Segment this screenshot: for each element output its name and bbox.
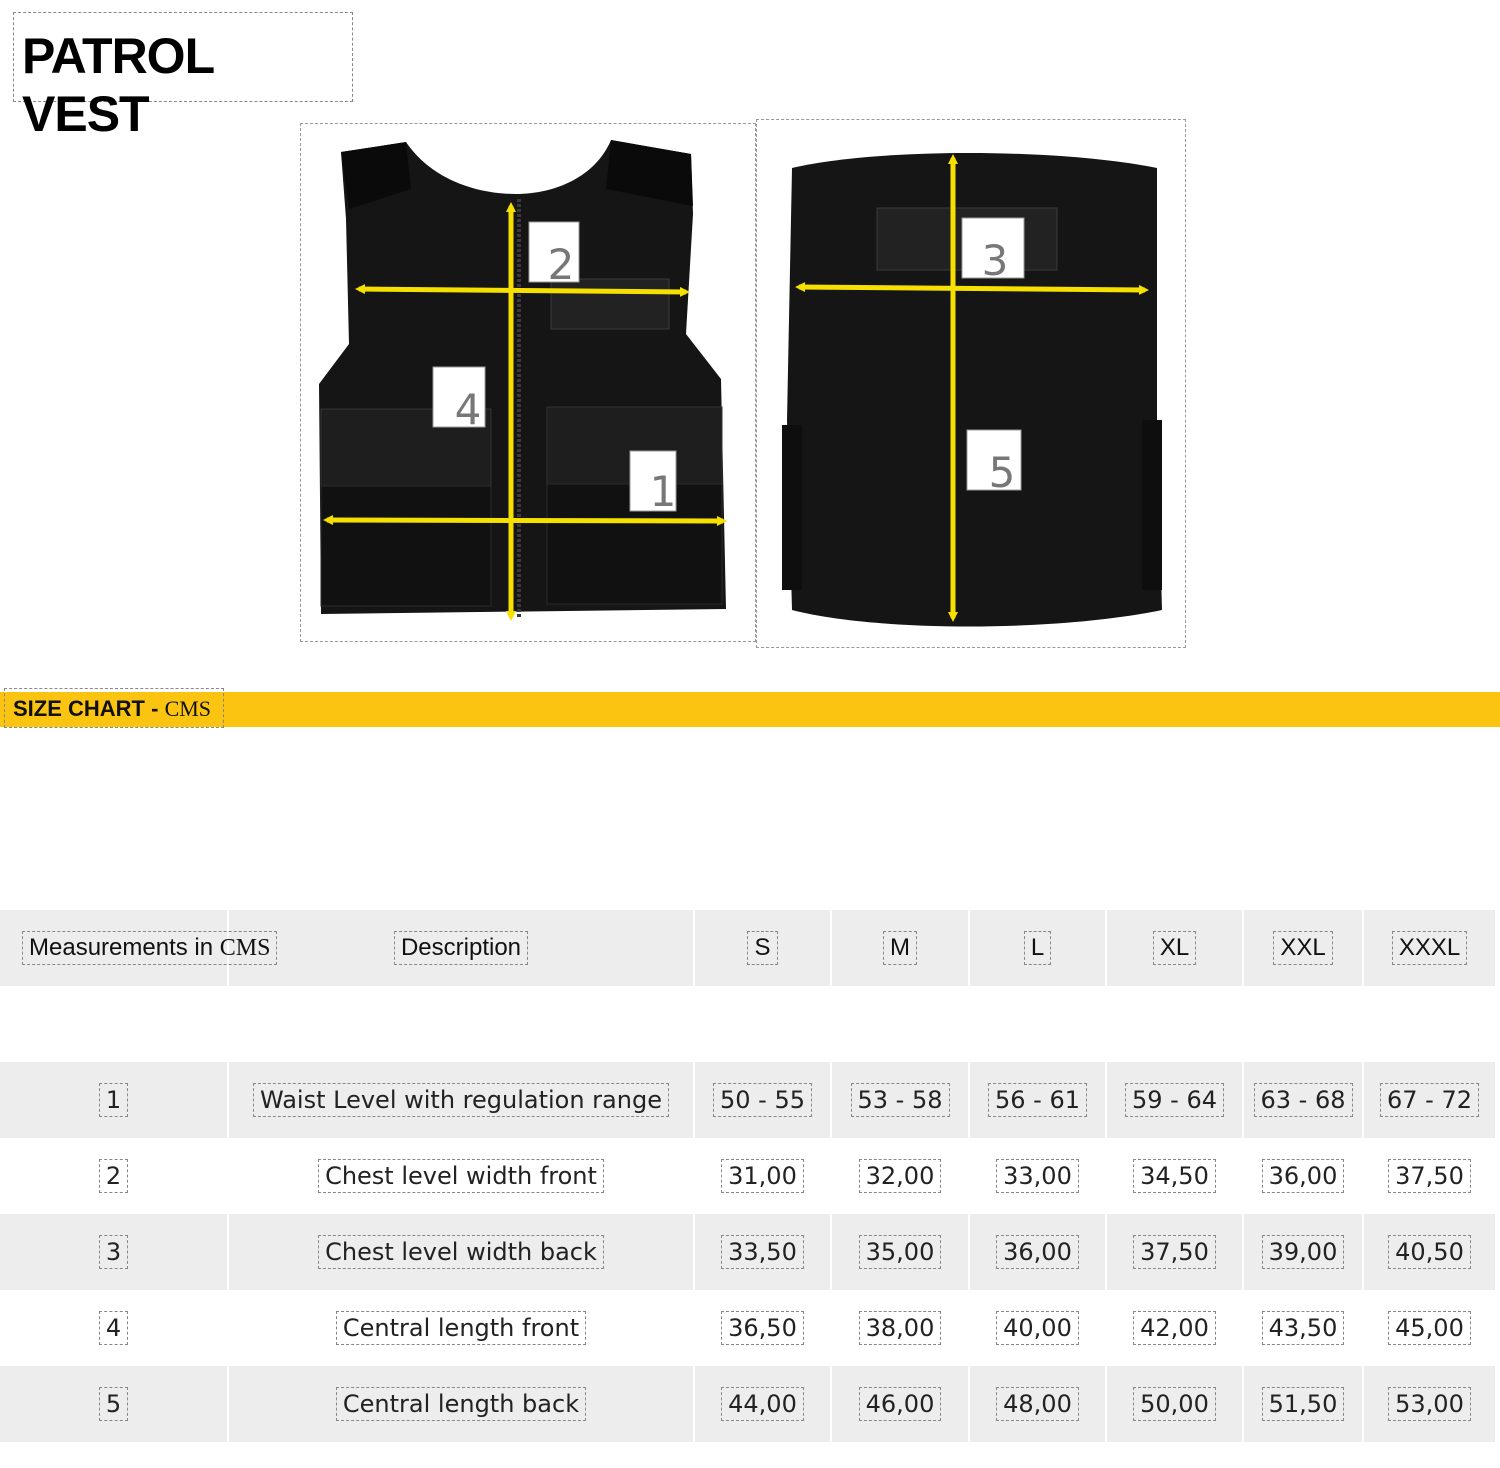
cell-s xyxy=(694,1062,831,1138)
cell-m xyxy=(831,1138,969,1214)
cell-value: 38,00 xyxy=(859,1311,942,1345)
cell-value: 37,50 xyxy=(1388,1159,1471,1193)
row-description xyxy=(228,1138,694,1214)
cell-l xyxy=(969,1214,1106,1290)
cell-xxxl xyxy=(1363,1366,1496,1442)
header-size-m xyxy=(831,910,969,986)
cell-value: 45,00 xyxy=(1388,1311,1471,1345)
table-header-row xyxy=(0,910,1496,986)
front-vest-illustration xyxy=(301,124,757,643)
marker-2-label: 2 xyxy=(547,240,575,289)
cell-value: 36,00 xyxy=(996,1235,1079,1269)
cell-value: 53 - 58 xyxy=(851,1083,950,1117)
row-number-label: 3 xyxy=(99,1235,128,1269)
header-size-m-label: M xyxy=(883,931,917,965)
front-vest-image xyxy=(300,123,756,642)
row-number xyxy=(0,1366,228,1442)
table-row xyxy=(0,1138,1496,1214)
cell-value: 63 - 68 xyxy=(1254,1083,1353,1117)
marker-4 xyxy=(433,367,485,434)
cell-value: 42,00 xyxy=(1133,1311,1216,1345)
header-size-xxl xyxy=(1243,910,1363,986)
cell-xl xyxy=(1106,1366,1243,1442)
row-description-label: Chest level width front xyxy=(318,1159,604,1193)
row-number xyxy=(0,1214,228,1290)
cell-l xyxy=(969,1290,1106,1366)
marker-1-label: 1 xyxy=(649,467,677,516)
cell-value: 56 - 61 xyxy=(988,1083,1087,1117)
cell-value: 53,00 xyxy=(1388,1387,1471,1421)
cell-value: 48,00 xyxy=(996,1387,1079,1421)
marker-2 xyxy=(529,222,579,289)
cell-xl xyxy=(1106,1062,1243,1138)
cell-value: 44,00 xyxy=(721,1387,804,1421)
cell-value: 59 - 64 xyxy=(1125,1083,1224,1117)
header-size-xxxl xyxy=(1363,910,1496,986)
header-measurements-unit: CMS xyxy=(219,935,271,961)
row-number-label: 2 xyxy=(99,1159,128,1193)
row-description xyxy=(228,1366,694,1442)
marker-3-label: 3 xyxy=(981,236,1009,285)
row-description-label: Waist Level with regulation range xyxy=(253,1083,669,1117)
back-vest-image xyxy=(756,119,1186,648)
size-chart-label-text: SIZE CHART - xyxy=(13,696,165,721)
row-number-label: 4 xyxy=(99,1311,128,1345)
header-size-l-label: L xyxy=(1024,931,1051,965)
row-description xyxy=(228,1062,694,1138)
cell-xxl xyxy=(1243,1366,1363,1442)
cell-s xyxy=(694,1290,831,1366)
title-box xyxy=(13,12,353,142)
cell-value: 33,50 xyxy=(721,1235,804,1269)
row-number xyxy=(0,1062,228,1138)
row-description-label: Central length back xyxy=(336,1387,586,1421)
cell-s xyxy=(694,1214,831,1290)
cell-value: 50 - 55 xyxy=(713,1083,812,1117)
page-title: PATROL VEST xyxy=(22,28,214,142)
header-measurements-prefix: Measurements in xyxy=(29,934,220,961)
marker-4-label: 4 xyxy=(454,385,482,434)
header-size-xxxl-label: XXXL xyxy=(1392,931,1467,965)
back-vest-illustration xyxy=(757,120,1187,649)
cell-l xyxy=(969,1062,1106,1138)
size-chart-bar xyxy=(0,692,1500,727)
cell-value: 50,00 xyxy=(1133,1387,1216,1421)
size-chart-unit: CMS xyxy=(164,696,212,721)
cell-m xyxy=(831,1366,969,1442)
cell-value: 36,00 xyxy=(1262,1159,1345,1193)
table-row xyxy=(0,1290,1496,1366)
table-row xyxy=(0,1214,1496,1290)
cell-value: 40,00 xyxy=(996,1311,1079,1345)
cell-value: 37,50 xyxy=(1133,1235,1216,1269)
cell-l xyxy=(969,1138,1106,1214)
cell-xxl xyxy=(1243,1290,1363,1366)
cell-s xyxy=(694,1366,831,1442)
cell-value: 51,50 xyxy=(1262,1387,1345,1421)
cell-m xyxy=(831,1214,969,1290)
cell-value: 39,00 xyxy=(1262,1235,1345,1269)
marker-1 xyxy=(630,451,676,516)
header-description xyxy=(228,910,694,986)
header-size-s-label: S xyxy=(747,931,777,965)
header-size-xl xyxy=(1106,910,1243,986)
cell-xxxl xyxy=(1363,1290,1496,1366)
cell-xl xyxy=(1106,1290,1243,1366)
row-description-label: Central length front xyxy=(336,1311,586,1345)
row-number xyxy=(0,1290,228,1366)
cell-value: 34,50 xyxy=(1133,1159,1216,1193)
row-description xyxy=(228,1290,694,1366)
cell-value: 31,00 xyxy=(721,1159,804,1193)
table-row xyxy=(0,1062,1496,1138)
cell-xxl xyxy=(1243,1062,1363,1138)
cell-value: 32,00 xyxy=(859,1159,942,1193)
marker-5-label: 5 xyxy=(988,448,1016,497)
table-spacer-row xyxy=(0,986,1496,1062)
cell-xxxl xyxy=(1363,1062,1496,1138)
cell-m xyxy=(831,1290,969,1366)
size-table xyxy=(0,910,1497,1442)
marker-5 xyxy=(967,430,1021,497)
cell-value: 40,50 xyxy=(1388,1235,1471,1269)
cell-xxxl xyxy=(1363,1138,1496,1214)
cell-value: 46,00 xyxy=(859,1387,942,1421)
size-chart-label xyxy=(4,688,224,728)
cell-xxxl xyxy=(1363,1214,1496,1290)
cell-s xyxy=(694,1138,831,1214)
cell-xl xyxy=(1106,1214,1243,1290)
header-description-label: Description xyxy=(394,931,528,965)
cell-value: 36,50 xyxy=(721,1311,804,1345)
header-size-xxl-label: XXL xyxy=(1273,931,1332,965)
cell-l xyxy=(969,1366,1106,1442)
cell-value: 67 - 72 xyxy=(1380,1083,1479,1117)
row-number-label: 1 xyxy=(99,1083,128,1117)
row-number xyxy=(0,1138,228,1214)
cell-xl xyxy=(1106,1138,1243,1214)
cell-xxl xyxy=(1243,1138,1363,1214)
row-description xyxy=(228,1214,694,1290)
cell-value: 43,50 xyxy=(1262,1311,1345,1345)
cell-value: 35,00 xyxy=(859,1235,942,1269)
row-number-label: 5 xyxy=(99,1387,128,1421)
table-row xyxy=(0,1366,1496,1442)
header-size-l xyxy=(969,910,1106,986)
header-size-s xyxy=(694,910,831,986)
row-description-label: Chest level width back xyxy=(318,1235,604,1269)
cell-value: 33,00 xyxy=(996,1159,1079,1193)
header-measurements xyxy=(0,910,271,986)
marker-3 xyxy=(962,218,1024,285)
header-size-xl-label: XL xyxy=(1153,931,1196,965)
cell-xxl xyxy=(1243,1214,1363,1290)
cell-m xyxy=(831,1062,969,1138)
